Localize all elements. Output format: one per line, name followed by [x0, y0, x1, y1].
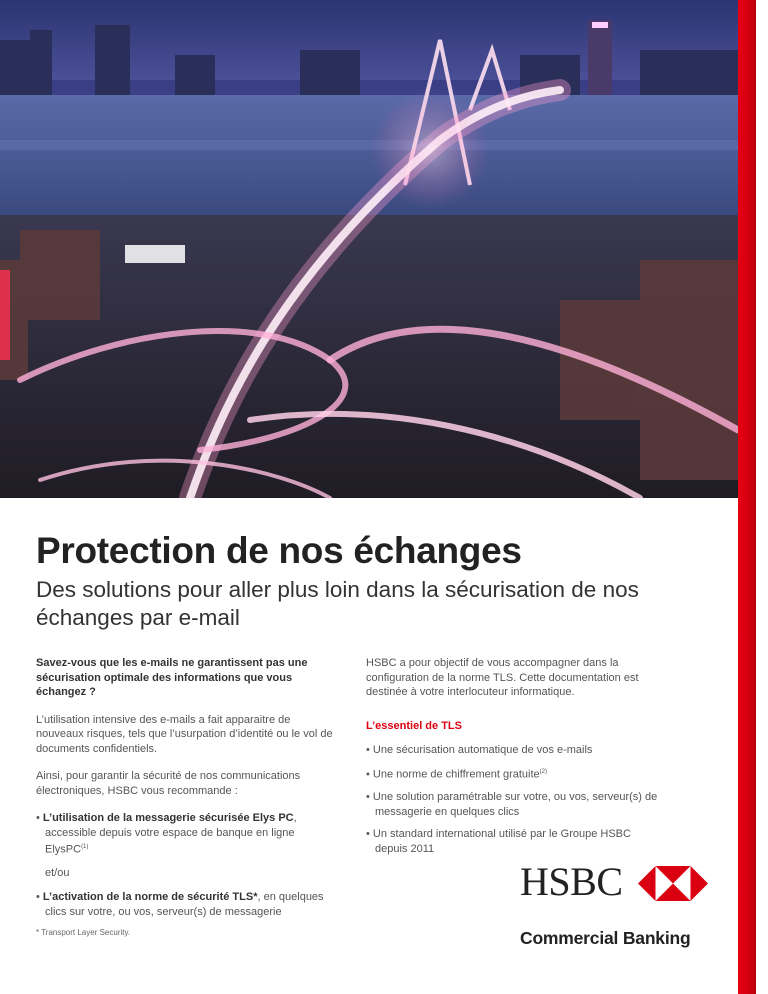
list-item-text: Une solution paramétrable sur votre, ou vos, serveur(s) de messagerie en quelques clics — [372, 791, 658, 818]
logo-division: Commercial Banking — [520, 928, 691, 948]
footnote: * Transport Layer Security. — [36, 928, 131, 937]
lead-question: Savez-vous que les e-mails ne garantissent pas une sécurisation optimale des informations que vous échangez ? — [36, 657, 308, 698]
bullet-tls: • L’activation de la norme de sécurité TLS*, en quelques clics sur votre, ou vos, serveur(s) de messagerie — [36, 891, 324, 918]
list-item-text: Une sécurisation automatique de vos e-mails — [372, 743, 593, 756]
hsbc-logo — [520, 859, 720, 958]
bullet-elys-pc-bold: L’utilisation de la messagerie sécurisée Elys PC — [42, 812, 294, 824]
bullet-tls-bold: L’activation de la norme de sécurité TLS* — [42, 891, 258, 904]
list-item-text: Une norme de chiffrement gratuite — [372, 768, 540, 781]
hsbc-hexagon-icon — [638, 866, 708, 901]
connector-et-ou: et/ou — [45, 867, 70, 880]
footnote-ref-1: (1) — [81, 844, 89, 850]
paragraph-recommendation: Ainsi, pour garantir la sécurité de nos communications électroniques, HSBC vous recommande : — [36, 770, 301, 797]
list-item: • Une norme de chiffrement gratuite$^{(2)}$ — [366, 768, 547, 781]
list-item: • Une sécurisation automatique de vos e-mails — [366, 743, 593, 756]
list-item: • Un standard international utilisé par le Groupe HSBC depuis 2011 — [366, 828, 631, 855]
page-title: Protection de nos échanges — [36, 530, 522, 571]
list-item: • Une solution paramétrable sur votre, ou vos, serveur(s) de messagerie en quelques clics — [366, 791, 658, 818]
bullet-tls-text: , en quelques clics sur votre, ou vos, serveur(s) de messagerie — [45, 891, 324, 918]
hero-photo-city-bridge — [0, 0, 738, 498]
left-column — [36, 656, 336, 929]
page-subtitle: Des solutions pour aller plus loin dans la sécurisation de nos échanges par e-mail — [36, 577, 639, 630]
right-column — [366, 656, 666, 864]
list-item-text: Un standard international utilisé par le Groupe HSBC depuis 2011 — [372, 828, 631, 855]
paragraph-risks: L’utilisation intensive des e-mails a fait apparaitre de nouveaux risques, tels que l’usurpation d’identité ou le vol de documents confidentiels. — [36, 713, 333, 755]
paragraph-intro: HSBC a pour objectif de vous accompagner dans la configuration de la norme TLS. Cette documentation est destinée à votre interlocuteur informatique. — [366, 657, 639, 698]
bullet-elys-pc-text: , accessible depuis votre espace de banque en ligne ElysPC — [45, 812, 297, 856]
footnote-ref-2: (2) — [539, 769, 547, 775]
bullet-elys-pc: • L’utilisation de la messagerie sécurisée Elys PC, accessible depuis votre espace de banque en ligne ElysPC$^{(1)}$ — [36, 812, 297, 856]
section-title-tls: L’essentiel de TLS — [366, 719, 462, 732]
city-bridge-night-photo — [0, 0, 738, 498]
red-side-stripe — [738, 0, 756, 994]
logo-brand: HSBC — [520, 859, 623, 904]
